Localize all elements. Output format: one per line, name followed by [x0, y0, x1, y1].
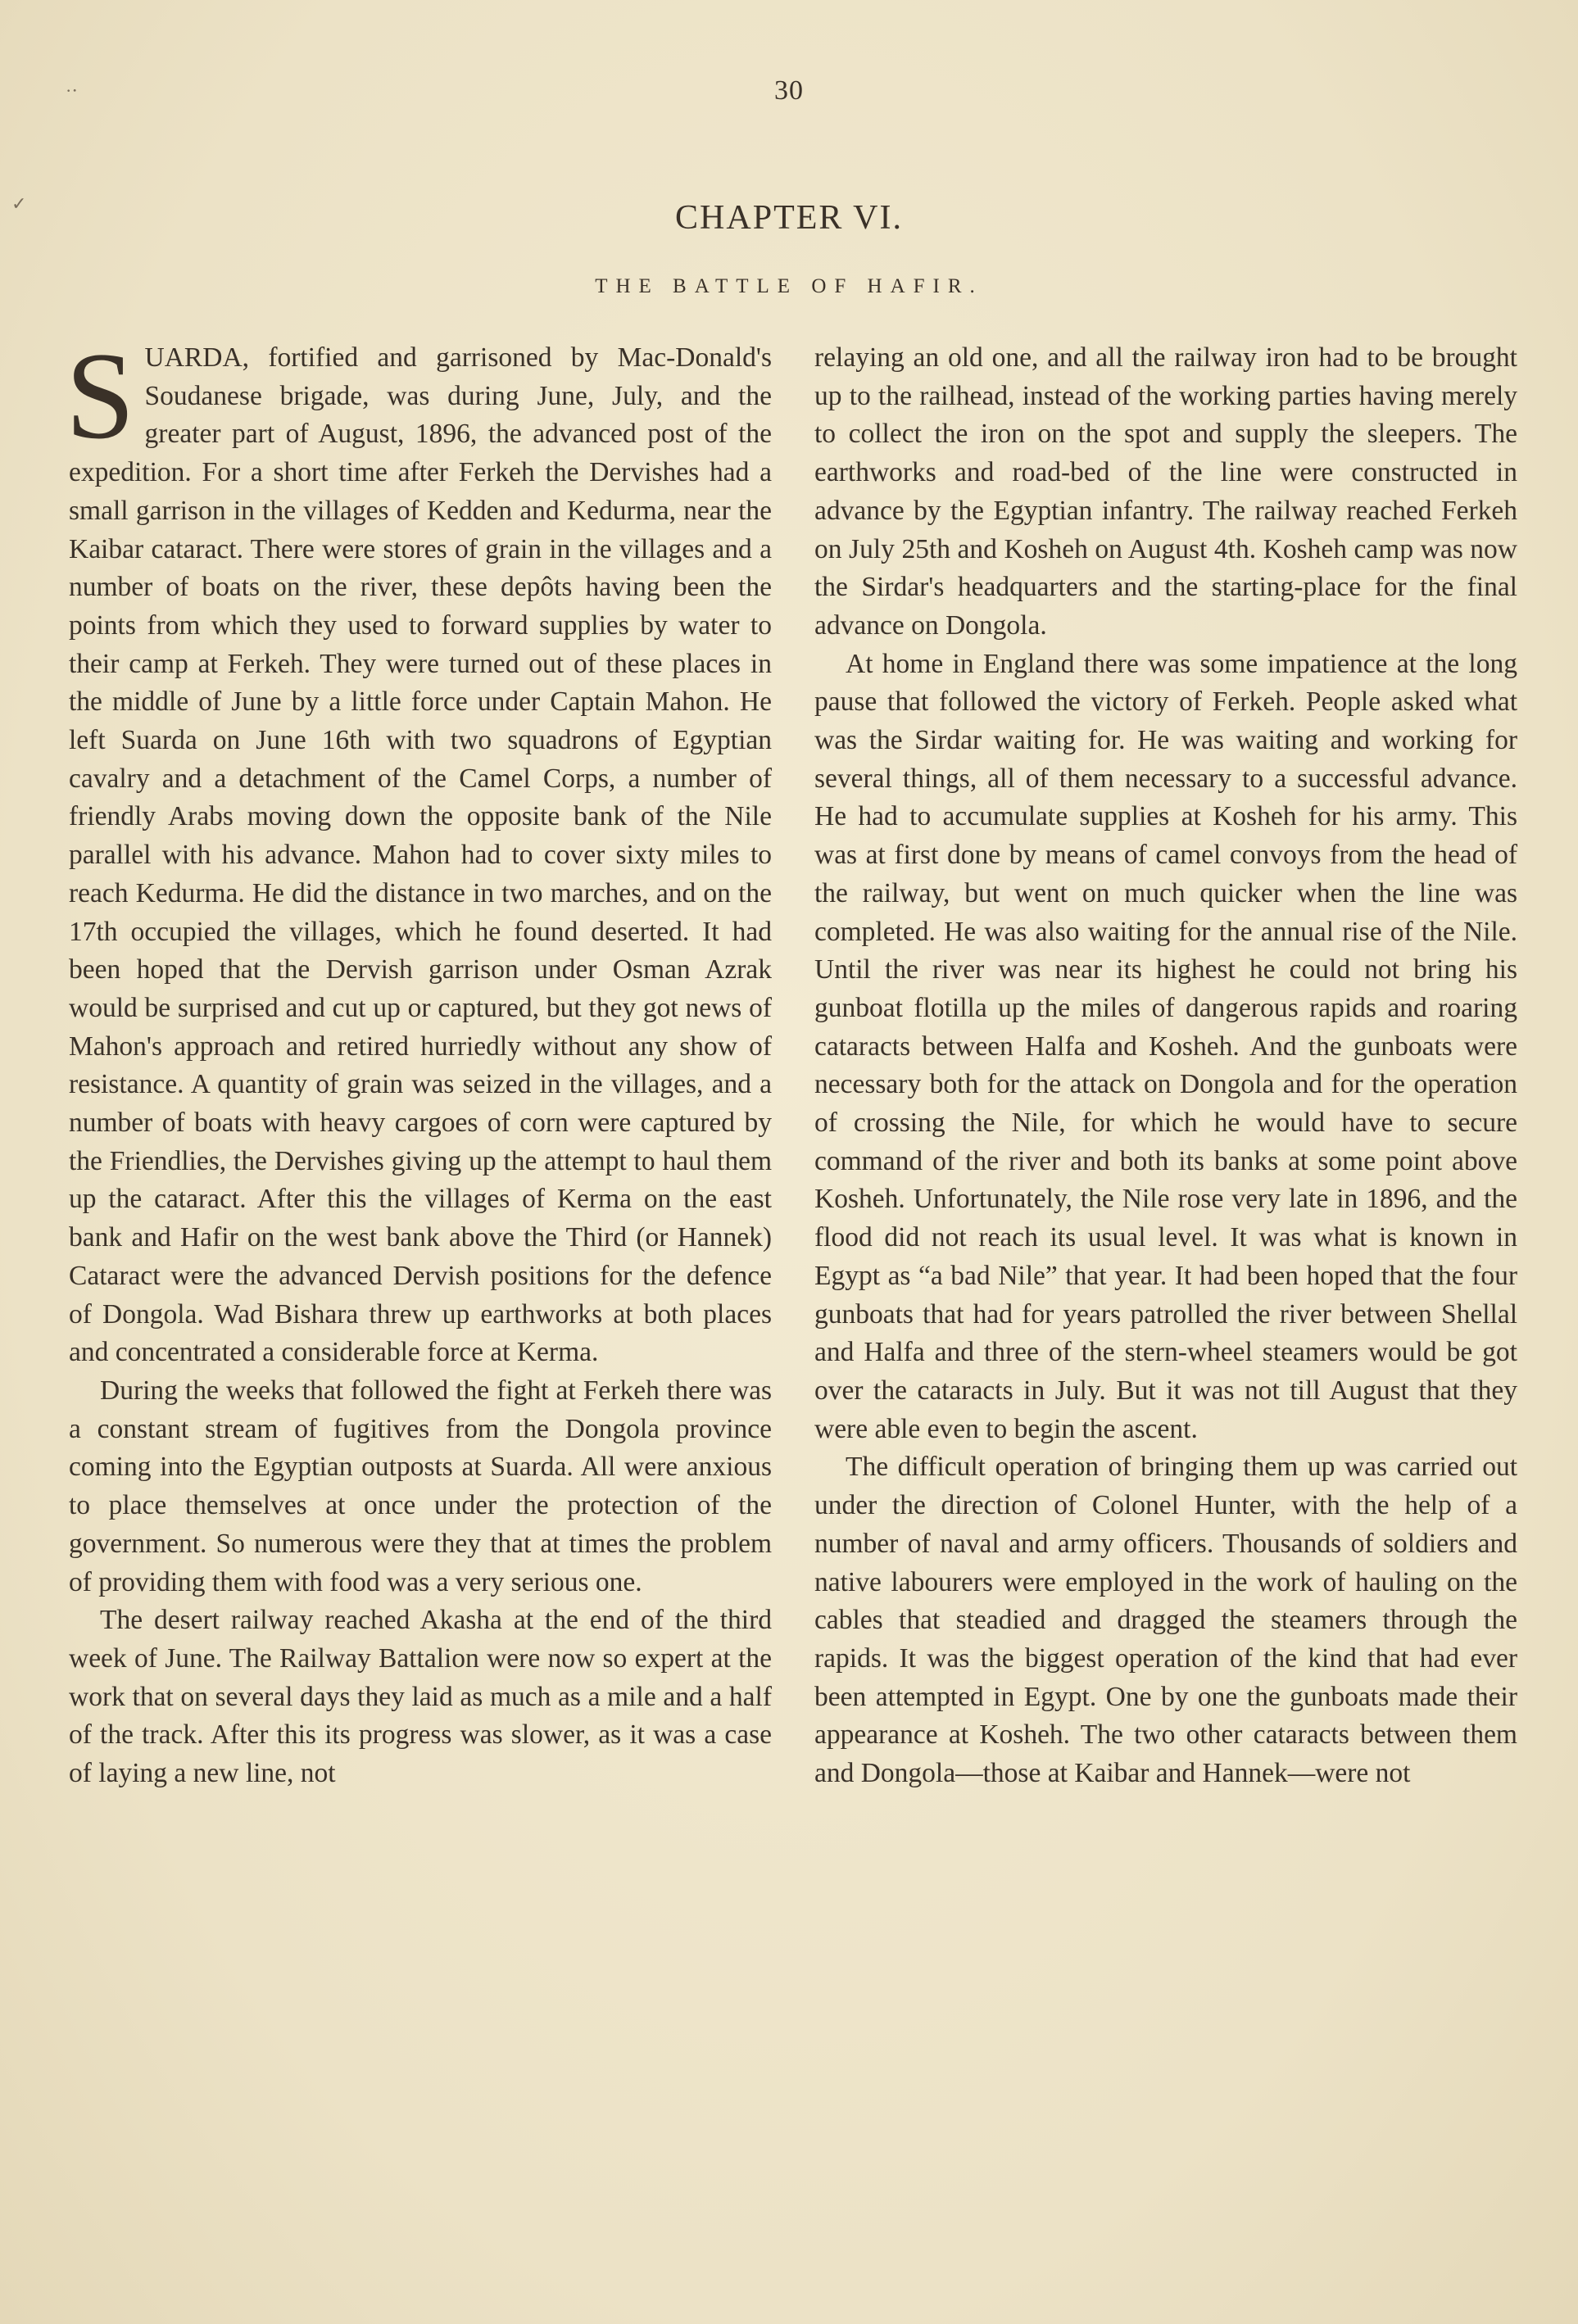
- right-column: [814, 339, 1517, 1793]
- left-paragraph-1: [66, 327, 772, 1372]
- chapter-subtitle: THE BATTLE OF HAFIR.: [595, 275, 983, 297]
- left-column: [66, 327, 772, 1793]
- right-paragraph-1: relaying an old one, and all the railway iron had to be brought up to the railhead, instead of the working parties having merely to collect the iron on the spot and supply the sleepers. The earthworks and road-bed of the line were constructed in advance by the Egyptian infantry. The railway reached Ferkeh on July 25th and Kosheh on August 4th. Kosheh camp was now the Sirdar's headquarters and the starting-place for the final advance on Dongola.: [814, 342, 1517, 641]
- print-smudge-mark: ·⋅: [66, 80, 78, 101]
- chapter-title: CHAPTER VI.: [675, 199, 903, 237]
- page-number: 30: [774, 75, 804, 106]
- left-paragraph-1-text: UARDA, fortified and garrisoned by Mac-Donald's Soudanese brigade, was during June, July, and the greater part of August, 1896, the advanced post of the expedition. For a short time after Ferkeh the Dervishes had a small garrison in the villages of Kedden and Kedurma, near the Kaibar cataract. There were stores of grain in the villages and a number of boats on the river, these depôts having been the points from which they used to forward supplies by water to their camp at Ferkeh. They were turned out of these places in the middle of June by a little force under Captain Mahon. He left Suarda on June 16th with two squadrons of Egyptian cavalry and a detachment of the Camel Corps, a number of friendly Arabs moving down the opposite bank of the Nile parallel with his advance. Mahon had to cover sixty miles to reach Kedurma. He did the distance in two marches, and on the 17th occupied the villages, which he found deserted. It had been hoped that the Dervish garrison under Osman Azrak would be surprised and cut up or captured, but they got news of Mahon's approach and retired hurriedly without any show of resistance. A quantity of grain was seized in the villages, and a number of boats with heavy cargoes of corn were captured by the Friendlies, the Dervishes giving up the attempt to haul them up the cataract. After this the villages of Kerma on the east bank and Hafir on the west bank above the Third (or Hannek) Cataract were the advanced Dervish positions for the defence of Dongola. Wad Bishara threw up earthworks at both places and concentrated a considerable force at Kerma.: [69, 342, 772, 1368]
- print-tick-mark: ✓: [11, 193, 27, 214]
- left-paragraph-3: The desert railway reached Akasha at the end of the third week of June. The Railway Battalion were now so expert at the work that on several days they laid as much as a mile and a half of the track. After this its progress was slower, as it was a case of laying a new line, not: [69, 1605, 772, 1789]
- left-paragraph-2: During the weeks that followed the fight at Ferkeh there was a constant stream of fugitives from the Dongola province coming into the Egyptian outposts at Suarda. All were anxious to place themselves at once under the protection of the government. So numerous were they that at times the problem of providing them with food was a very serious one.: [69, 1375, 772, 1597]
- drop-cap: S: [66, 327, 135, 464]
- right-paragraph-3: The difficult operation of bringing them up was carried out under the direction of Colonel Hunter, with the help of a number of naval and army officers. Thousands of soldiers and native labourers were employed in the work of hauling on the cables that steadied and dragged the steamers through the rapids. It was the biggest operation of the kind that had ever been attempted in Egypt. One by one the gunboats made their appearance at Kosheh. The two other cataracts between them and Dongola—those at Kaibar and Hannek—were not: [814, 1452, 1517, 1789]
- right-paragraph-2: At home in England there was some impatience at the long pause that followed the victory of Ferkeh. People asked what was the Sirdar waiting for. He was waiting and working for several things, all of them necessary to a successful advance. He had to accumulate supplies at Kosheh for his army. This was at first done by means of camel convoys from the head of the railway, but went on much quicker when the line was completed. He was also waiting for the annual rise of the Nile. Until the river was near its highest he could not bring his gunboat flotilla up the miles of dangerous rapids and roaring cataracts between Halfa and Kosheh. And the gunboats were necessary both for the attack on Dongola and for the operation of crossing the Nile, for which he would have to secure command of the river and both its banks at some point above Kosheh. Unfortunately, the Nile rose very late in 1896, and the flood did not reach its usual level. It was what is known in Egypt as “a bad Nile” that year. It had been hoped that the four gunboats that had for years patrolled the river between Shellal and Halfa and three of the stern-wheel steamers would be got over the cataracts in July. But it was not till August that they were able even to begin the ascent.: [814, 648, 1517, 1444]
